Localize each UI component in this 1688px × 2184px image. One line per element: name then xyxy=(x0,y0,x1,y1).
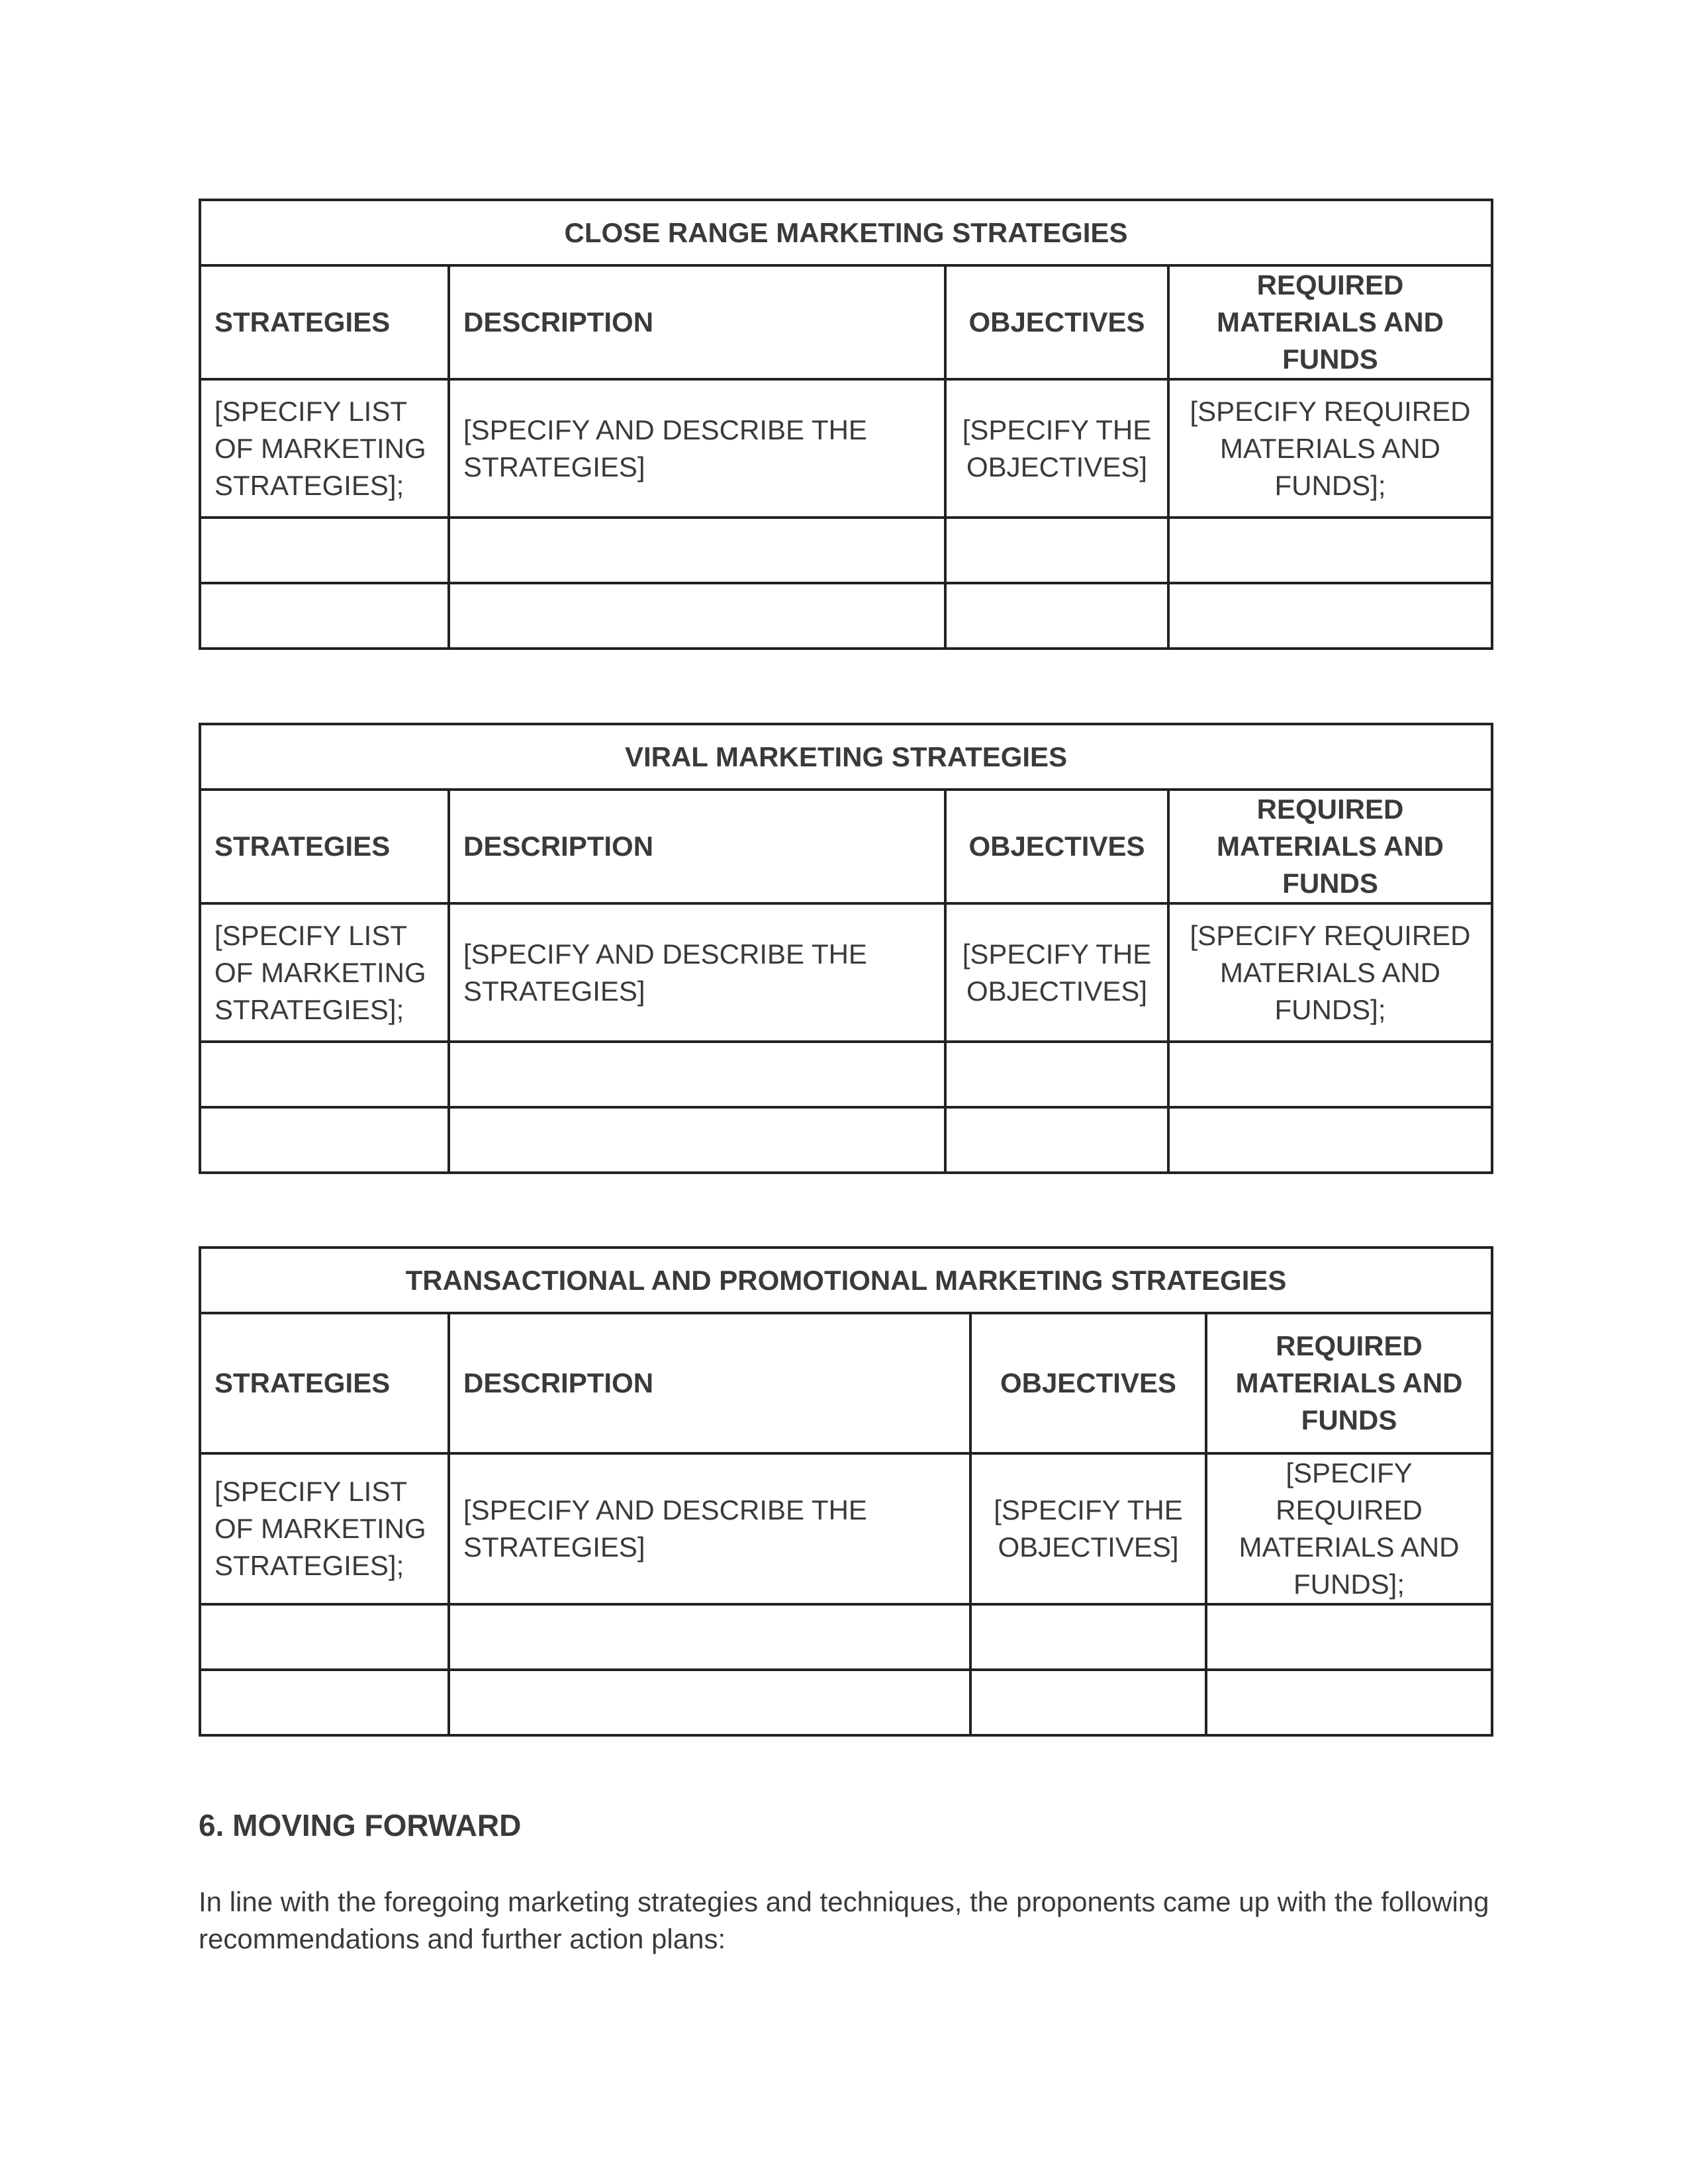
cell-strategies: [SPECIFY LIST OF MARKETING STRATEGIES]; xyxy=(200,903,449,1042)
cell-empty xyxy=(1168,583,1492,649)
section-paragraph: In line with the foregoing marketing strategies and techniques, the proponents came up with the following recommendations and further action plans: xyxy=(199,1886,1489,1954)
cell-empty xyxy=(1168,1042,1492,1107)
table-row xyxy=(200,583,1492,649)
header-objectives: OBJECTIVES xyxy=(945,790,1168,903)
table-title: TRANSACTIONAL AND PROMOTIONAL MARKETING STRATEGIES xyxy=(200,1248,1492,1313)
cell-strategies: [SPECIFY LIST OF MARKETING STRATEGIES]; xyxy=(200,1453,449,1604)
cell-empty xyxy=(1206,1604,1492,1670)
transactional-promotional-strategies-table xyxy=(199,1246,1493,1737)
table-row xyxy=(200,379,1492,518)
viral-strategies-table xyxy=(199,723,1493,1174)
table-row xyxy=(200,1042,1492,1107)
table-row xyxy=(200,1107,1492,1173)
header-description: DESCRIPTION xyxy=(449,265,945,379)
cell-required-materials: [SPECIFY REQUIRED MATERIALS AND FUNDS]; xyxy=(1168,903,1492,1042)
table-row xyxy=(200,1604,1492,1670)
cell-empty xyxy=(945,518,1168,583)
table-row xyxy=(200,1670,1492,1735)
cell-empty xyxy=(200,1670,449,1735)
header-strategies: STRATEGIES xyxy=(200,1313,449,1453)
cell-objectives: [SPECIFY THE OBJECTIVES] xyxy=(945,379,1168,518)
cell-description: [SPECIFY AND DESCRIBE THE STRATEGIES] xyxy=(449,903,945,1042)
cell-empty xyxy=(449,518,945,583)
cell-empty xyxy=(200,583,449,649)
cell-objectives: [SPECIFY THE OBJECTIVES] xyxy=(970,1453,1206,1604)
cell-empty xyxy=(449,583,945,649)
header-objectives: OBJECTIVES xyxy=(945,265,1168,379)
cell-empty xyxy=(1168,1107,1492,1173)
cell-empty xyxy=(200,1107,449,1173)
section-heading: 6. MOVING FORWARD xyxy=(199,1808,522,1843)
header-strategies: STRATEGIES xyxy=(200,790,449,903)
cell-empty xyxy=(449,1604,970,1670)
table-row xyxy=(200,518,1492,583)
cell-empty xyxy=(200,518,449,583)
cell-empty xyxy=(1168,518,1492,583)
table-row xyxy=(200,903,1492,1042)
cell-empty xyxy=(1206,1670,1492,1735)
cell-empty xyxy=(945,1107,1168,1173)
header-required-materials: REQUIRED MATERIALS AND FUNDS xyxy=(1168,790,1492,903)
cell-empty xyxy=(945,1042,1168,1107)
cell-description: [SPECIFY AND DESCRIBE THE STRATEGIES] xyxy=(449,1453,970,1604)
header-required-materials: REQUIRED MATERIALS AND FUNDS xyxy=(1168,265,1492,379)
table-title: CLOSE RANGE MARKETING STRATEGIES xyxy=(200,200,1492,265)
cell-empty xyxy=(945,583,1168,649)
table-title: VIRAL MARKETING STRATEGIES xyxy=(200,724,1492,790)
header-description: DESCRIPTION xyxy=(449,1313,970,1453)
header-strategies: STRATEGIES xyxy=(200,265,449,379)
cell-required-materials: [SPECIFY REQUIRED MATERIALS AND FUNDS]; xyxy=(1206,1453,1492,1604)
header-description: DESCRIPTION xyxy=(449,790,945,903)
cell-description: [SPECIFY AND DESCRIBE THE STRATEGIES] xyxy=(449,379,945,518)
cell-empty xyxy=(449,1670,970,1735)
header-objectives: OBJECTIVES xyxy=(970,1313,1206,1453)
cell-empty xyxy=(970,1604,1206,1670)
header-required-materials: REQUIRED MATERIALS AND FUNDS xyxy=(1206,1313,1492,1453)
cell-empty xyxy=(970,1670,1206,1735)
table-row xyxy=(200,1453,1492,1604)
cell-required-materials: [SPECIFY REQUIRED MATERIALS AND FUNDS]; xyxy=(1168,379,1492,518)
cell-empty xyxy=(449,1107,945,1173)
cell-empty xyxy=(200,1604,449,1670)
cell-strategies: [SPECIFY LIST OF MARKETING STRATEGIES]; xyxy=(200,379,449,518)
close-range-strategies-table xyxy=(199,199,1493,650)
cell-empty xyxy=(449,1042,945,1107)
cell-objectives: [SPECIFY THE OBJECTIVES] xyxy=(945,903,1168,1042)
cell-empty xyxy=(200,1042,449,1107)
